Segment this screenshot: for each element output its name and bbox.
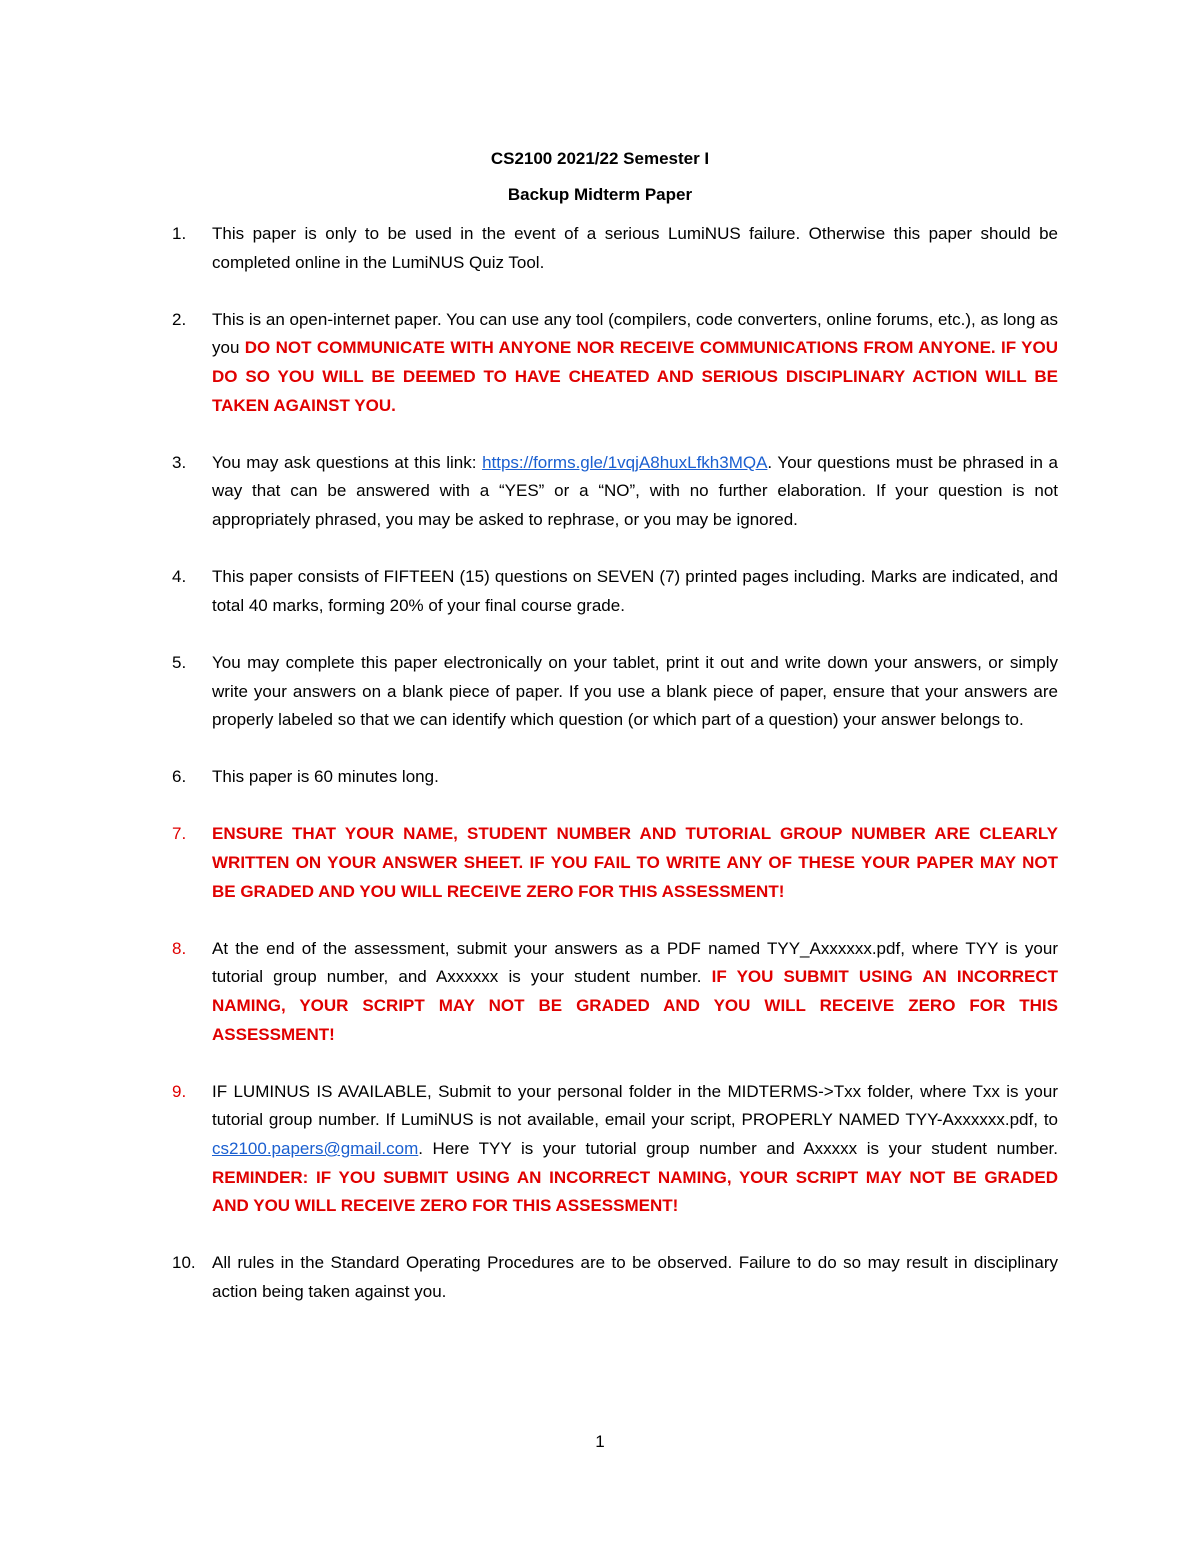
item-number: 6.: [172, 767, 187, 787]
item-text: You may complete this paper electronically on your tablet, print it out and write down your answers, or simply write your answers on a blank piece of paper. If you use a blank piece of paper, ensure that your answers are properly labeled so that we can identify which question (or which part of a question) your answer belongs to.: [212, 652, 1058, 730]
warning-text: IF YOU SUBMIT USING AN INCORRECT NAMING, YOUR SCRIPT MAY NOT BE GRADED AND YOU WILL RECEIVE ZERO FOR THIS ASSESSMENT!: [212, 967, 1058, 1044]
item-text: At the end of the assessment, submit your answers as a PDF named TYY_Axxxxxx.pdf, where TYY is your tutorial group number, and Axxxxxx is your student number.: [212, 938, 1058, 987]
instruction-item-1: [172, 220, 1058, 277]
instruction-item-6: [172, 763, 1058, 792]
instruction-item-5: [172, 649, 1058, 735]
item-text-after: . Your questions must be phrased in a way that can be answered with a “YES” or a “NO”, with no further elaboration. If your question is not appropriately phrased, you may be asked to rephrase, or you may be ignored.: [212, 452, 1058, 529]
item-number: 10.: [172, 1253, 196, 1273]
instruction-item-9: [172, 1078, 1058, 1221]
instruction-item-4: [172, 563, 1058, 620]
instruction-item-3: [172, 449, 1058, 535]
item-number: 2.: [172, 309, 187, 329]
item-text-before: IF LUMINUS IS AVAILABLE, Submit to your personal folder in the MIDTERMS->Txx folder, where Txx is your tutorial group number. If LumiNUS is not available, email your script, PROPERLY NAMED TYY-Axxxxxx.pdf, to: [212, 1081, 1058, 1130]
item-text: This is an open-internet paper. You can use any tool (compilers, code converters, online forums, etc.), as long as you: [212, 309, 1058, 358]
item-number: 7.: [172, 824, 187, 844]
document-title: CS2100 2021/22 Semester I: [490, 149, 710, 168]
instruction-item-10: [172, 1249, 1058, 1306]
warning-text: DO NOT COMMUNICATE WITH ANYONE NOR RECEIVE COMMUNICATIONS FROM ANYONE. IF YOU DO SO YOU WILL BE DEEMED TO HAVE CHEATED AND SERIOUS DISCIPLINARY ACTION WILL BE TAKEN AGAINST YOU.: [212, 338, 1058, 415]
instruction-item-2: [172, 306, 1058, 420]
warning-text: ENSURE THAT YOUR NAME, STUDENT NUMBER AND TUTORIAL GROUP NUMBER ARE CLEARLY WRITTEN ON YOUR ANSWER SHEET. IF YOU FAIL TO WRITE ANY OF THESE YOUR PAPER MAY NOT BE GRADED AND YOU WILL RECEIVE ZERO FOR THIS ASSESSMENT!: [212, 824, 1058, 901]
item-text: This paper consists of FIFTEEN (15) questions on SEVEN (7) printed pages including. Marks are indicated, and total 40 marks, forming 20% of your final course grade.: [212, 567, 1058, 615]
item-text-after: . Here TYY is your tutorial group number and Axxxxx is your student number.: [418, 1139, 1058, 1158]
item-text-before: You may ask questions at this link:: [212, 452, 483, 472]
questions-form-link[interactable]: https://forms.gle/1vqjA8huxLfkh3MQA: [482, 452, 768, 472]
item-number: 4.: [172, 567, 187, 587]
document-subtitle: Backup Midterm Paper: [507, 185, 693, 204]
item-number: 1.: [172, 224, 187, 243]
warning-text: REMINDER: IF YOU SUBMIT USING AN INCORRECT NAMING, YOUR SCRIPT MAY NOT BE GRADED AND YOU WILL RECEIVE ZERO FOR THIS ASSESSMENT!: [212, 1167, 1058, 1216]
page-number: 1: [595, 1432, 605, 1451]
item-text: This paper is only to be used in the event of a serious LumiNUS failure. Otherwise this paper should be completed online in the LumiNUS Quiz Tool.: [212, 224, 1058, 272]
instruction-list: [172, 220, 1058, 1335]
item-text: This paper is 60 minutes long.: [212, 767, 439, 787]
instruction-item-7: [172, 820, 1058, 906]
item-text: All rules in the Standard Operating Procedures are to be observed. Failure to do so may result in disciplinary action being taken against you.: [212, 1253, 1058, 1301]
instruction-item-8: [172, 935, 1058, 1049]
item-number: 8.: [172, 938, 187, 958]
document-header: [0, 145, 1200, 217]
item-number: 9.: [172, 1081, 187, 1101]
item-number: 5.: [172, 652, 187, 672]
item-number: 3.: [172, 452, 187, 472]
email-link[interactable]: cs2100.papers@gmail.com: [212, 1139, 419, 1158]
